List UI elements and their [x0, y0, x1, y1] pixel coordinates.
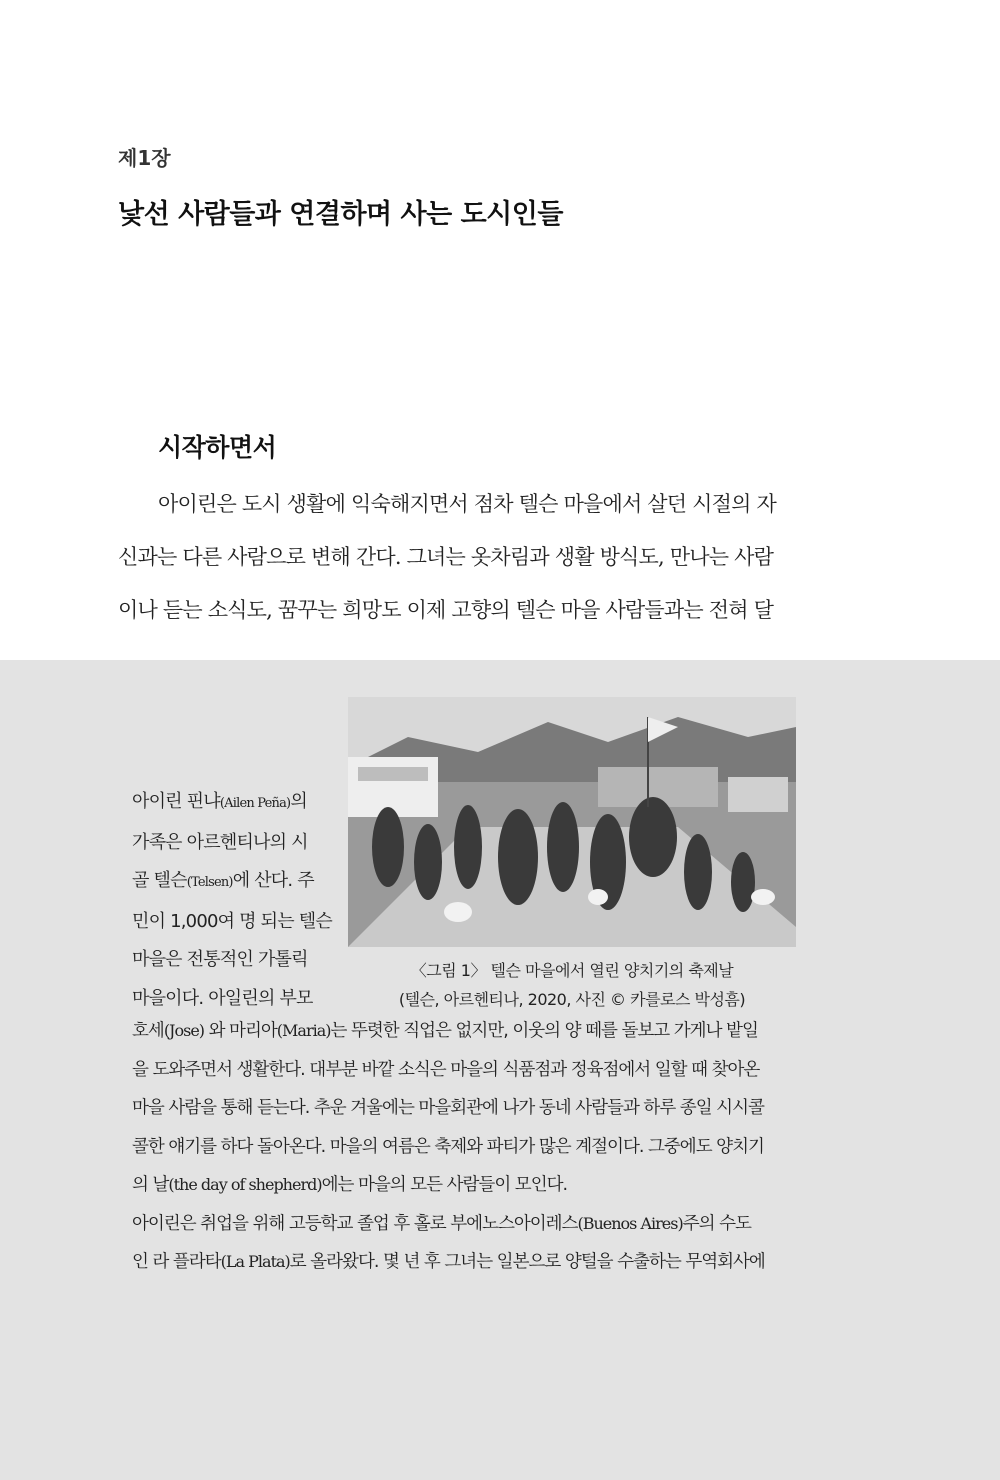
text: 아이린 핀냐: [132, 791, 220, 812]
section-title: 시작하면서: [158, 433, 277, 462]
intro-line: 신과는 다른 사람으로 변해 간다. 그녀는 옷차림과 생활 방식도, 만나는 사람: [118, 545, 774, 569]
intro-paragraph: [118, 478, 808, 637]
text: (the day of shepherd): [168, 1175, 322, 1194]
text: 골 텔슨: [132, 870, 187, 891]
text: 을 도와주면서 생활한다. 대부분 바깥 소식은 마을의 식품점과 정육점에서 일할 때 찾아온: [132, 1059, 760, 1080]
text: 의 날: [132, 1175, 169, 1195]
text: 마을이다. 아일린의 부모: [132, 987, 313, 1009]
figure-caption: [348, 956, 796, 1014]
chapter-title: 낯선 사람들과 연결하며 사는 도시인들: [118, 199, 563, 230]
text: 에 산다. 주: [232, 870, 314, 891]
box-body-text: [132, 1012, 800, 1282]
text: 와 마리아: [204, 1021, 277, 1041]
text: 는 뚜렷한 직업은 없지만, 이웃의 양 떼를 돌보고 가게나 밭일: [330, 1021, 758, 1041]
chapter-label: 제1장: [118, 146, 171, 170]
text: (Jose): [163, 1021, 205, 1040]
text: 콜한 얘기를 하다 돌아온다. 마을의 여름은 축제와 파티가 많은 계절이다. 그중에도 양치기: [132, 1136, 764, 1157]
text: 아이린은 취업을 위해 고등학교 졸업 후 홀로 부에노스아이레스: [132, 1213, 578, 1234]
text: 마을은 전통적인 가톨릭: [132, 949, 308, 970]
text: 인 라 플라타: [132, 1252, 221, 1272]
text: 가족은 아르헨티나의 시: [132, 831, 308, 853]
text: (Ailen Peña): [219, 796, 291, 811]
text: (Telsen): [186, 875, 233, 890]
text: 의: [290, 791, 307, 812]
text: 주의 수도: [682, 1213, 751, 1234]
intro-line: 아이린은 도시 생활에 익숙해지면서 점차 텔슨 마을에서 살던 시절의 자: [158, 492, 776, 516]
festival-photo: [348, 697, 796, 947]
text: 에는 마을의 모든 사람들이 모인다.: [321, 1175, 568, 1195]
text: 마을 사람을 통해 듣는다. 추운 겨울에는 마을회관에 나가 동네 사람들과 하루 종일 시시콜: [132, 1098, 764, 1118]
text: 로 올라왔다. 몇 년 후 그녀는 일본으로 양털을 수출하는 무역회사에: [289, 1252, 765, 1272]
intro-line: 이나 듣는 소식도, 꿈꾸는 희망도 이제 고향의 텔슨 마을 사람들과는 전혀 달: [118, 598, 774, 622]
caption-credit: (텔슨, 아르헨티나, 2020, 사진 © 카를로스 박성흠): [398, 990, 746, 1009]
text: (Maria): [276, 1021, 331, 1040]
text: (La Plata): [220, 1252, 290, 1271]
side-text: [132, 783, 332, 1018]
caption-title: 〈그림 1〉 텔슨 마을에서 열린 양치기의 축제날: [410, 961, 734, 980]
text: (Buenos Aires): [577, 1213, 683, 1233]
text: 민이 1,000여 명 되는 텔슨: [132, 910, 332, 932]
text: 호세: [132, 1021, 164, 1041]
